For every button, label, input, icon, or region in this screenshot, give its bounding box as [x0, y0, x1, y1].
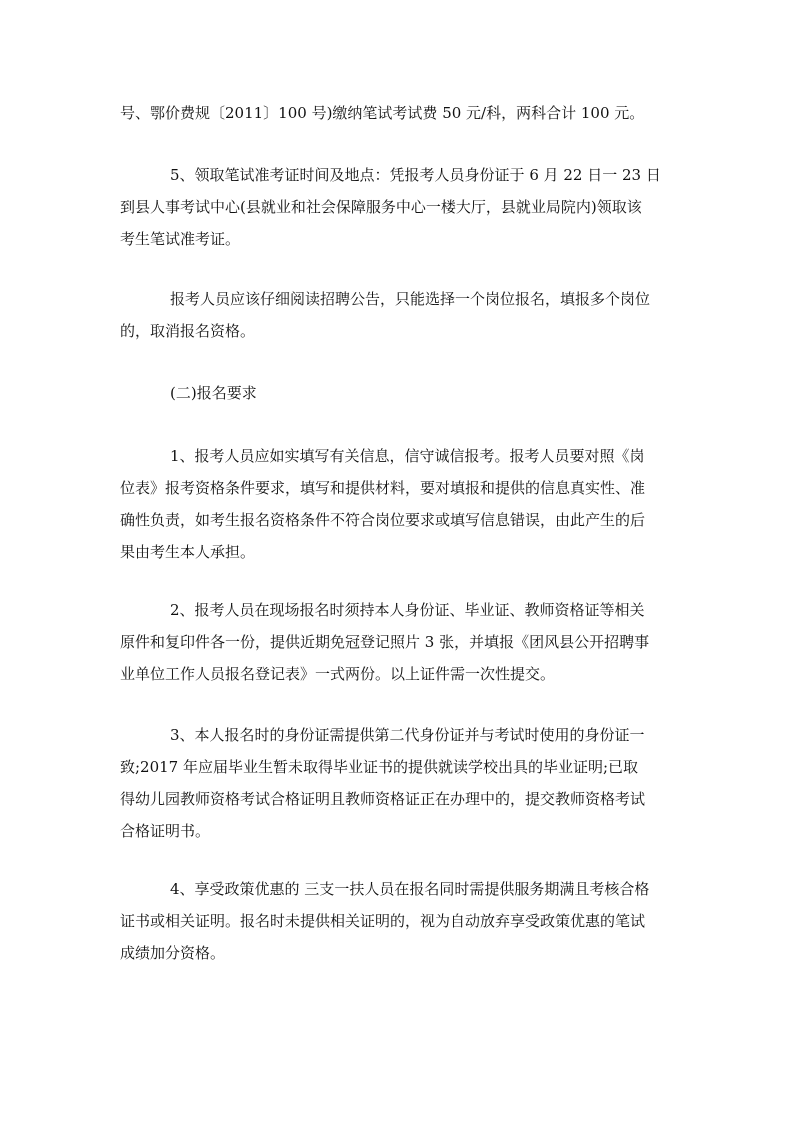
text-line: 确性负责，如考生报名资格条件不符合岗位要求或填写信息错误，由此产生的后 — [120, 511, 646, 529]
text-line: 3、本人报名时的身份证需提供第二代身份证并与考试时使用的身份证一 — [170, 726, 645, 744]
text-line: 到县人事考试中心(县就业和社会保障服务中心一楼大厅，县就业局院内)领取该 — [120, 198, 642, 216]
paragraph-requirement-1 — [120, 440, 680, 568]
paragraph-fee — [120, 97, 680, 129]
text-line: 报考人员应该仔细阅读招聘公告，只能选择一个岗位报名，填报多个岗位 — [170, 290, 651, 308]
text-line: 致;2017 年应届毕业生暂未取得毕业证书的提供就读学校出具的毕业证明;已取 — [120, 758, 639, 776]
text-line: 证书或相关证明。报名时未提供相关证明的，视为自动放弃享受政策优惠的笔试 — [120, 912, 646, 930]
text-line: 号、鄂价费规〔2011〕100 号)缴纳笔试考试费 50 元/科，两科合计 100 元。 — [120, 104, 645, 122]
section-heading-requirements — [120, 377, 680, 409]
text-line: 得幼儿园教师资格考试合格证明且教师资格证正在办理中的，提交教师资格考试 — [120, 790, 646, 808]
paragraph-admission-ticket — [120, 159, 680, 255]
paragraph-requirement-4 — [120, 873, 680, 969]
text-line: 的，取消报名资格。 — [120, 322, 256, 340]
text-line: 位表》报考资格条件要求，填写和提供材料，要对填报和提供的信息真实性、准 — [120, 479, 646, 497]
paragraph-requirement-3 — [120, 719, 680, 847]
text-line: 4、享受政策优惠的 三支一扶人员在报名同时需提供服务期满且考核合格 — [170, 880, 650, 898]
text-line: 5、领取笔试准考证时间及地点：凭报考人员身份证于 6 月 22 日一 23 日 — [170, 166, 661, 184]
text-line: 业单位工作人员报名登记表》一式两份。以上证件需一次性提交。 — [120, 665, 556, 683]
text-line: 果由考生本人承担。 — [120, 543, 256, 561]
paragraph-requirement-2 — [120, 594, 680, 690]
text-line: 2、报考人员在现场报名时须持本人身份证、毕业证、教师资格证等相关 — [170, 601, 645, 619]
text-line: 成绩加分资格。 — [120, 944, 226, 962]
text-line: 考生笔试准考证。 — [120, 230, 241, 248]
text-line: 合格证明书。 — [120, 822, 211, 840]
text-line: 1、报考人员应如实填写有关信息，信守诚信报考。报考人员要对照《岗 — [170, 447, 645, 465]
text-line: 原件和复印件各一份，提供近期免冠登记照片 3 张，并填报《团风县公开招聘事 — [120, 633, 650, 651]
paragraph-read-notice — [120, 283, 680, 347]
section-heading: (二)报名要求 — [170, 384, 257, 402]
